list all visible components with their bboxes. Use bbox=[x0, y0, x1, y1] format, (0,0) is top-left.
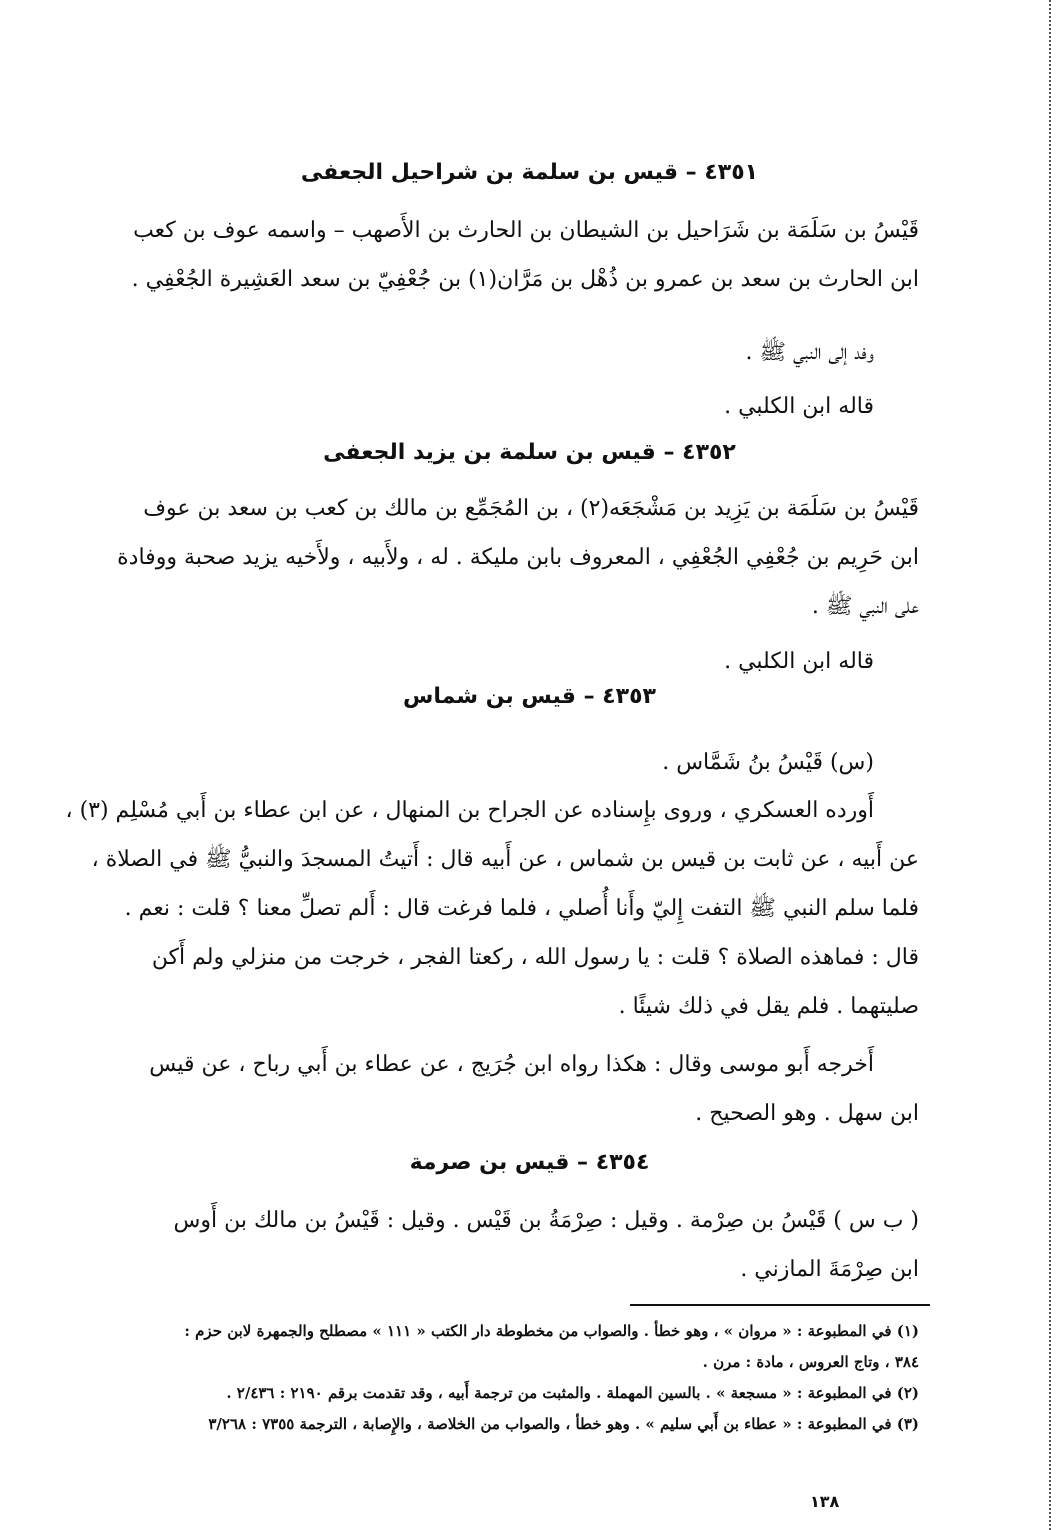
entry-4353-name bbox=[50, 738, 874, 787]
entry-heading-4351: ٤٣٥١ – قيس بن سلمة بن شراحيل الجعفى bbox=[300, 160, 759, 185]
text-line: قاله ابن الكلبي . bbox=[724, 394, 874, 419]
footnotes bbox=[30, 1316, 919, 1440]
entry-4352-lineage bbox=[50, 484, 919, 631]
text-line: قال : فماهذه الصلاة ؟ قلت : يا رسول الله ، ركعتا الفجر ، خرجت من منزلي ولم أَكن bbox=[151, 945, 919, 970]
footnote-line: ٣٨٤ ، وتاج العروس ، مادة : مرن . bbox=[702, 1353, 919, 1371]
text-line: ابن الحارث بن سعد بن عمرو بن ذُهْل بن مَرَّان(١) بن جُعْفِيّ بن سعد العَشِيرة الجُعْفِي . bbox=[131, 267, 919, 292]
entry-4353-narration bbox=[50, 786, 919, 1031]
entry-heading-4353: ٤٣٥٣ – قيس بن شماس bbox=[403, 684, 656, 709]
entry-4351-source bbox=[50, 382, 874, 431]
entry-4352-source bbox=[50, 637, 874, 686]
entry-4354-name bbox=[50, 1196, 919, 1294]
text-line: قَيْسُ بن سَلَمَة بن شَرَاحيل بن الشيطان بن الحارث بن الأَصهب – واسمه عوف بن كعب bbox=[133, 218, 919, 243]
entry-heading-4352: ٤٣٥٢ – قيس بن سلمة بن يزيد الجعفى bbox=[323, 440, 736, 465]
text-line: قَيْسُ بن سَلَمَة بن يَزِيد بن مَشْجَعَه(٢) ، بن المُجَمِّع بن مالك بن كعب بن سعد بن عوف bbox=[143, 496, 919, 521]
footnote-divider bbox=[630, 1304, 930, 1306]
text-line: على النبي ﷺ . bbox=[811, 594, 919, 619]
entry-heading-4354: ٤٣٥٤ – قيس بن صرمة bbox=[409, 1150, 650, 1175]
scan-edge bbox=[1047, 0, 1051, 1530]
entry-4351-visit bbox=[50, 328, 874, 377]
text-line: صليتهما . فلم يقل في ذلك شيئًا . bbox=[618, 994, 919, 1019]
text-line: ابن صِرْمَةَ المازني . bbox=[740, 1257, 919, 1282]
text-line: فلما سلم النبي ﷺ التفت إِليّ وأَنا أُصلي ، فلما فرغت قال : أَلم تصلِّ معنا ؟ قلت : نعم . bbox=[124, 896, 919, 921]
text-line: ( ب س ) قَيْسُ بن صِرْمة . وقيل : صِرْمَةُ بن قَيْس . وقيل : قَيْسُ بن مالك بن أَوس bbox=[173, 1208, 919, 1233]
text-line: قاله ابن الكلبي . bbox=[724, 649, 874, 674]
text-line: وفد إلى النبي ﷺ . bbox=[745, 340, 874, 365]
footnote-line: (٢) في المطبوعة : « مسجعة » . بالسين المهملة . والمثبت من ترجمة أَبيه ، وقد تقدمت برقم ٢١٩٠ : ٢/٤٣٦ . bbox=[226, 1384, 919, 1402]
text-line: (س) قَيْسُ بنُ شَمَّاس . bbox=[662, 750, 874, 775]
text-line: ابن سهل . وهو الصحيح . bbox=[695, 1101, 919, 1126]
entry-4353-takhrij bbox=[50, 1040, 919, 1138]
footnote-line: (٣) في المطبوعة : « عطاء بن أَبي سليم » . وهو خطأ ، والصواب من الخلاصة ، والإِصابة ، الترجمة ٧٣٥٥ : ٣/٢٦٨ bbox=[208, 1415, 919, 1433]
entry-4351-lineage bbox=[50, 206, 919, 304]
text-line: أَخرجه أَبو موسى وقال : هكذا رواه ابن جُرَيج ، عن عطاء بن أَبي رباح ، عن قيس bbox=[149, 1052, 874, 1077]
text-line: ابن حَرِيم بن جُعْفِي الجُعْفِي ، المعروف بابن مليكة . له ، ولأَبيه ، ولأَخيه يزيد صحبة ووفادة bbox=[117, 545, 919, 570]
footnote-line: (١) في المطبوعة : « مروان » ، وهو خطأ . والصواب من مخطوطة دار الكتب « ١١١ » مصطلح والجمهرة لابن حزم : bbox=[184, 1322, 919, 1340]
page-number: ١٣٨ bbox=[810, 1492, 840, 1511]
text-line: عن أَبيه ، عن ثابت بن قيس بن شماس ، عن أَبيه قال : أَتيتُ المسجدَ والنبيُّ ﷺ في الصلاة ، bbox=[91, 847, 919, 872]
text-line: أَورده العسكري ، وروى بإِسناده عن الجراح بن المنهال ، عن ابن عطاء بن أَبي مُسْلِم (٣) ، bbox=[65, 798, 874, 823]
